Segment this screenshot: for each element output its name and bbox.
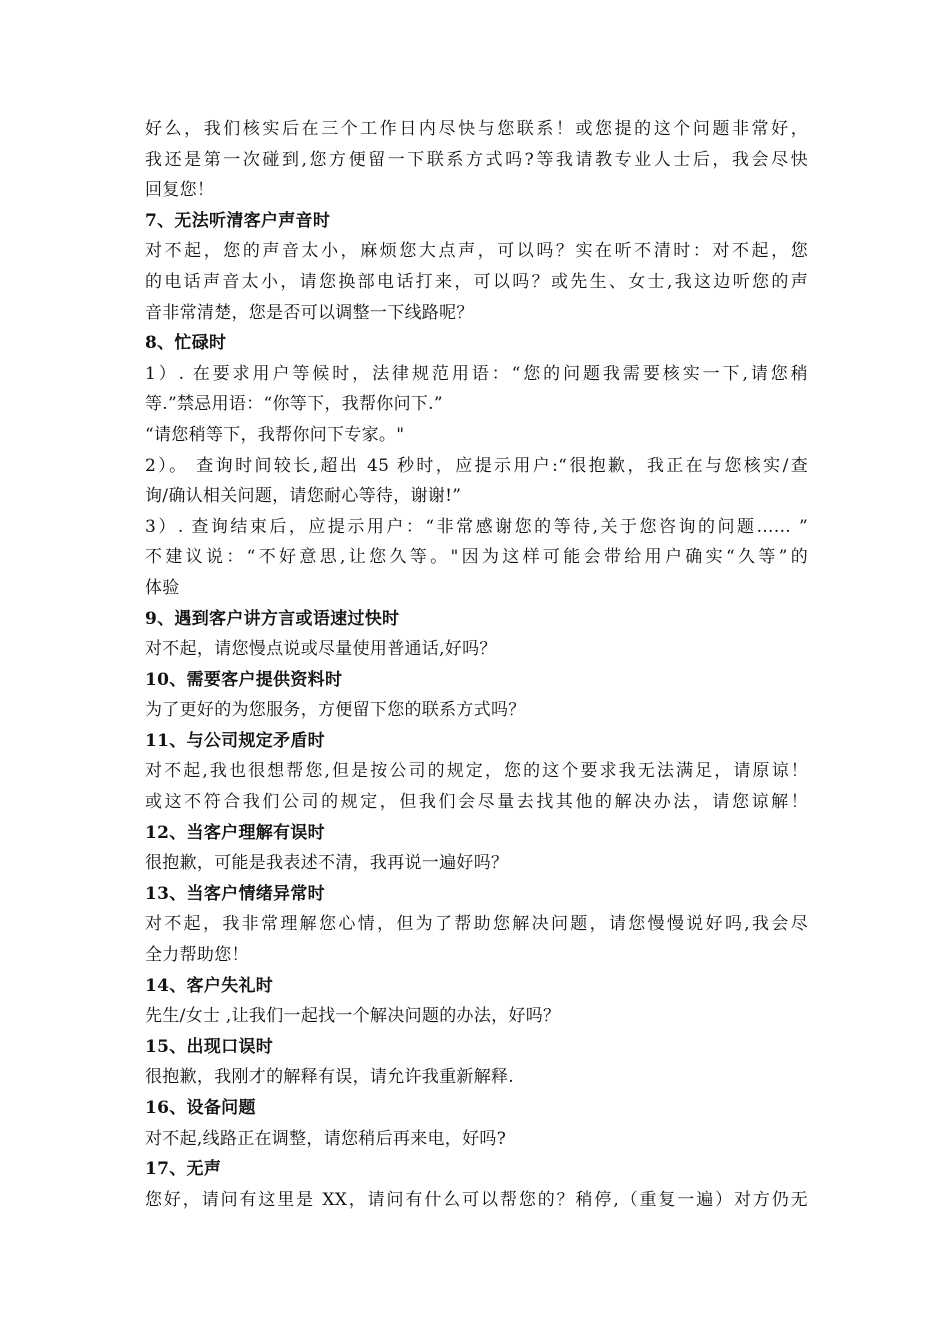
section-heading: 16、设备问题 xyxy=(145,1098,256,1118)
body-text-line: 对不起,我也很想帮您,但是按公司的规定，您的这个要求我无法满足，请原谅！ xyxy=(145,761,808,782)
section-heading: 7、无法听清客户声音时 xyxy=(145,210,331,231)
section-heading: 12、当客户理解有误时 xyxy=(145,822,325,843)
body-text-line: 对不起，我非常理解您心情，但为了帮助您解决问题，请您慢慢说好吗,我会尽 xyxy=(145,914,808,935)
body-text-line: 回复您！ xyxy=(145,180,215,201)
section-heading: 9、遇到客户讲方言或语速过快时 xyxy=(145,608,400,629)
body-text-line: 等.”禁忌用语：“你等下，我帮你问下.” xyxy=(145,394,443,415)
body-text-line: 询/确认相关问题，请您耐心等待，谢谢!” xyxy=(145,486,462,507)
body-text-line: 我还是第一次碰到,您方便留一下联系方式吗?等我请教专业人士后，我会尽快 xyxy=(145,149,808,170)
body-text-line: 对不起，您的声音太小，麻烦您大点声，可以吗？实在听不清时：对不起，您 xyxy=(145,241,808,262)
body-text-line: 好么，我们核实后在三个工作日内尽快与您联系！或您提的这个问题非常好， xyxy=(145,119,808,139)
body-text-line: 体验 xyxy=(145,577,180,598)
body-text-line: 很抱歉，我刚才的解释有误，请允许我重新解释. xyxy=(145,1067,515,1088)
section-heading: 15、出现口误时 xyxy=(145,1036,274,1057)
body-text-line: 为了更好的为您服务，方便留下您的联系方式吗？ xyxy=(145,700,526,721)
body-text-line: 您好，请问有这里是 XX，请问有什么可以帮您的？稍停,（重复一遍）对方仍无 xyxy=(145,1189,808,1210)
section-heading: 14、客户失礼时 xyxy=(145,975,274,996)
body-text-line: 的电话声音太小，请您换部电话打来，可以吗？或先生、女士,我这边听您的声 xyxy=(145,271,808,292)
body-text-line: “请您稍等下，我帮你问下专家。" xyxy=(145,424,405,445)
body-text-line: 3）. 查询结束后，应提示用户：“非常感谢您的等待,关于您咨询的问题…… ” xyxy=(145,516,808,537)
body-text-line: 很抱歉，可能是我表述不清，我再说一遍好吗？ xyxy=(145,853,509,874)
section-heading: 8、忙碌时 xyxy=(145,333,227,354)
section-heading: 11、与公司规定矛盾时 xyxy=(145,730,325,751)
body-text-line: 对不起，请您慢点说或尽量使用普通话,好吗？ xyxy=(145,639,497,660)
section-heading: 13、当客户情绪异常时 xyxy=(145,883,325,904)
body-text-line: 不建议说：“不好意思,让您久等。"因为这样可能会带给用户确实“久等”的 xyxy=(145,547,808,568)
body-text-line: 或这不符合我们公司的规定，但我们会尽量去找其他的解决办法，请您谅解！ xyxy=(145,792,808,813)
body-text-line: 对不起,线路正在调整，请您稍后再来电，好吗? xyxy=(145,1128,507,1149)
body-text-line: 2）。 查询时间较长,超出 45 秒时，应提示用户:“很抱歉，我正在与您核实/查 xyxy=(145,455,808,476)
section-heading: 10、需要客户提供资料时 xyxy=(145,669,343,690)
body-text-line: 音非常清楚，您是否可以调整一下线路呢？ xyxy=(145,302,474,323)
body-text-line: 先生/女士 ,让我们一起找一个解决问题的办法，好吗？ xyxy=(145,1006,561,1027)
section-heading: 17、无声 xyxy=(145,1159,222,1180)
body-text-line: 1）. 在要求用户等候时，法律规范用语：“您的问题我需要核实一下,请您稍 xyxy=(145,363,808,384)
body-text-line: 全力帮助您！ xyxy=(145,945,249,966)
